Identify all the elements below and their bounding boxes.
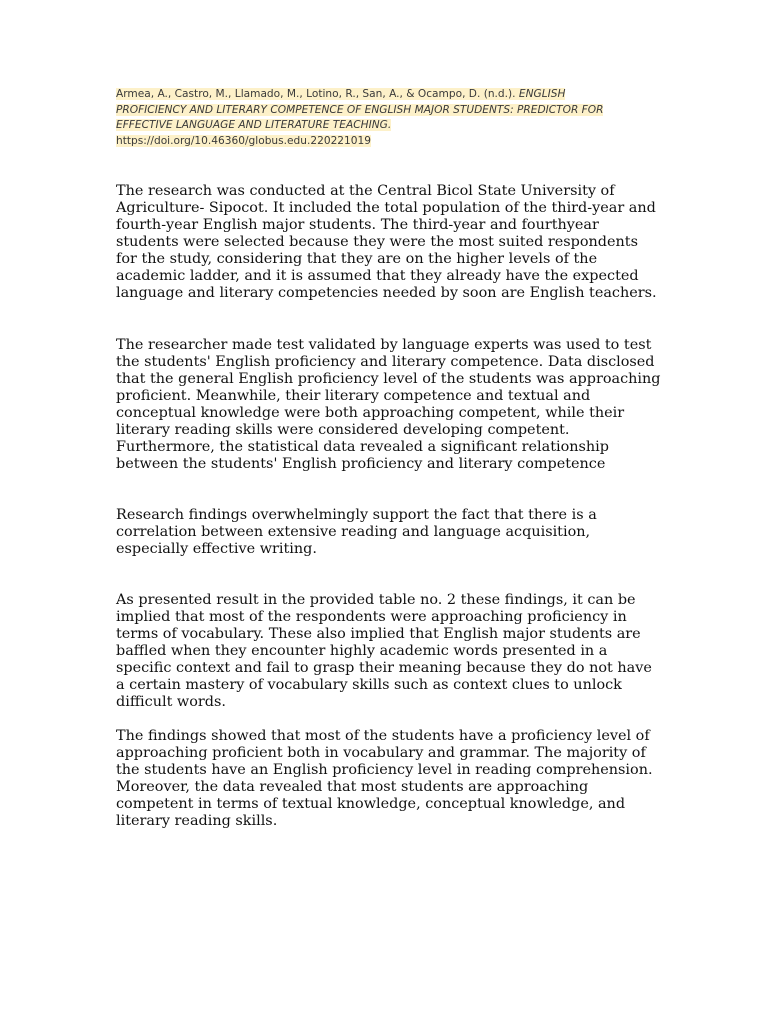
paragraph-study-setting: The research was conducted at the Central Bicol State University of Agriculture- Sipocot. It included the total population of the third-year and fourth-year English major students. The third-year and fourthyear students were selected because they were the most suited respondents for the study, considering that they are on the higher levels of the academic ladder, and it is assumed that they already have the expected language and literary competencies needed by soon are English teachers. bbox=[116, 183, 657, 301]
citation-authors: Armea, A., Castro, M., Llamado, M., Lotino, R., San, A., & Ocampo, D. (n.d.). bbox=[116, 88, 519, 100]
reference-citation bbox=[116, 87, 636, 149]
paragraph-table-interpretation: As presented result in the provided table no. 2 these findings, it can be implied that most of the respondents were approaching proficiency in terms of vocabulary. These also implied that English major students are baffled when they encounter highly academic words presented in a specific context and fail to grasp their meaning because they do not have a certain mastery of vocabulary skills such as context clues to unlock difficult words. bbox=[116, 592, 652, 710]
paragraph-research-findings: Research findings overwhelmingly support the fact that there is a correlation between extensive reading and language acquisition, especially effective writing. bbox=[116, 507, 597, 557]
paragraph-summary-findings: The findings showed that most of the students have a proficiency level of approaching proficient both in vocabulary and grammar. The majority of the students have an English proficiency level in reading comprehension. Moreover, the data revealed that most students are approaching competent in terms of textual knowledge, conceptual knowledge, and literary reading skills. bbox=[116, 728, 653, 829]
paragraph-test-results: The researcher made test validated by language experts was used to test the students' English proficiency and literary competence. Data disclosed that the general English proficiency level of the students was approaching proficient. Meanwhile, their literary competence and textual and conceptual knowledge were both approaching competent, while their literary reading skills were considered developing competent. Furthermore, the statistical data revealed a significant relationship between the students' English proficiency and literary competence bbox=[116, 337, 661, 472]
citation-title: ENGLISH PROFICIENCY AND LITERARY COMPETENCE OF ENGLISH MAJOR STUDENTS: PREDICTOR FOR EFFECTIVE LANGUAGE AND LITERATURE TEACHING. bbox=[116, 88, 604, 131]
doi-link[interactable]: https://doi.org/10.46360/globus.edu.220221019 bbox=[116, 134, 372, 147]
